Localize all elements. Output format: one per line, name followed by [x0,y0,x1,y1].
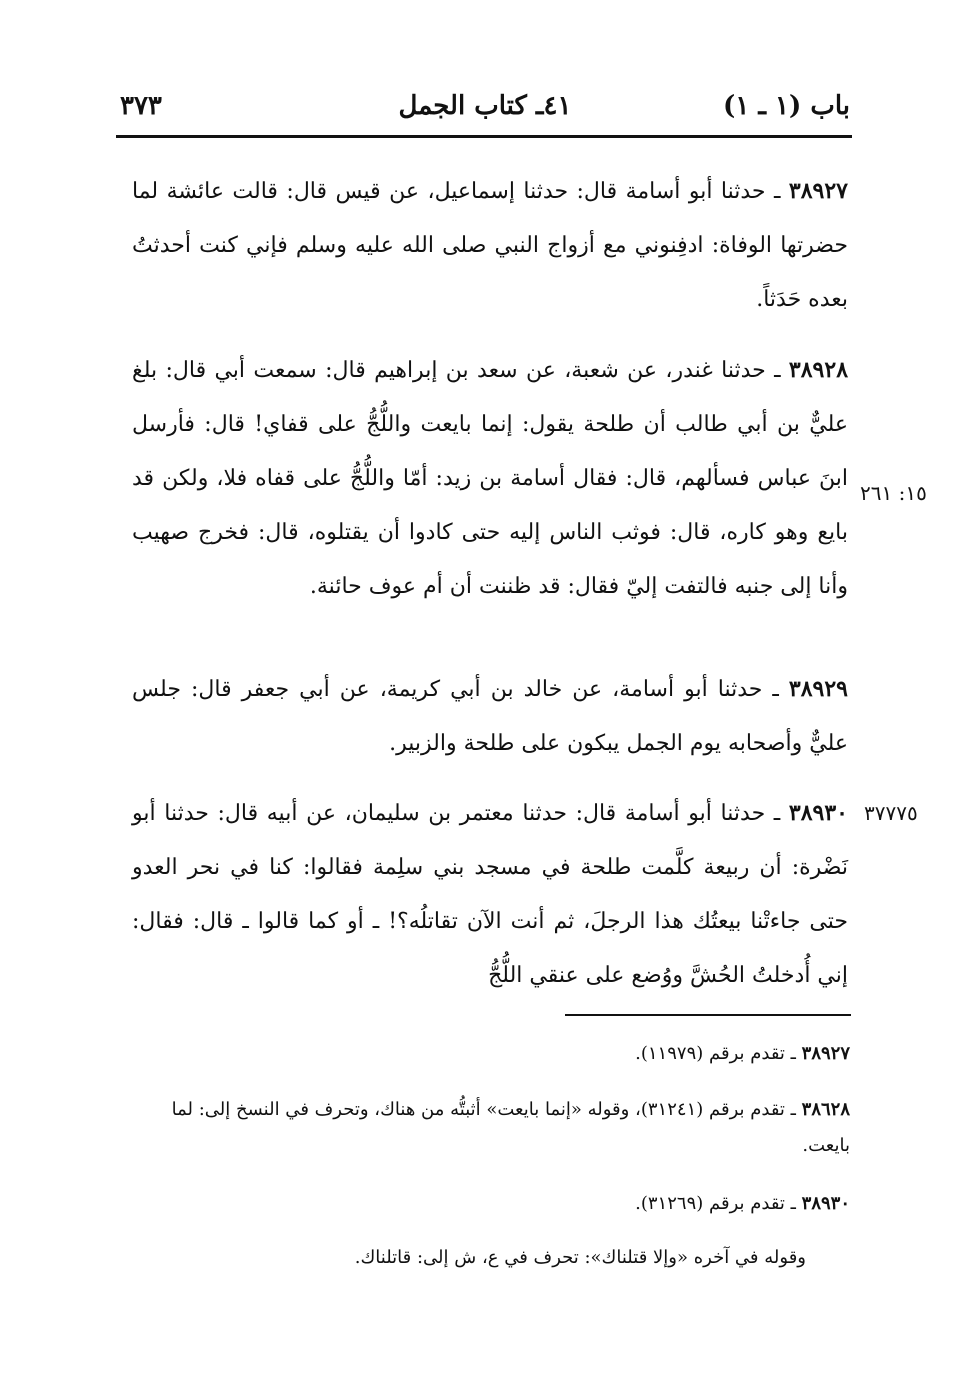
page-header [120,86,850,130]
footnote-text: ـ تقدم برقم (٣١٢٦٩). [635,1193,802,1214]
footnote-number: ٣٨٩٢٧ [801,1043,850,1064]
hadith-number: ٣٨٩٢٧ [788,178,848,204]
hadith-entry-38930 [132,786,848,1003]
footnote-rule [565,1014,851,1016]
footnote-text: وقوله في آخره «وإلا قتلناك»: تحرف في ع، ش إلى: قاتلناك. [354,1247,806,1268]
page-number: ٣٧٣ [120,91,162,121]
hadith-text: ـ حدثنا أبو أسامة، عن خالد بن أبي كريمة، عن أبي جعفر قال: جلس عليٌّ وأصحابه يوم الجمل يبكون على طلحة والزبير. [132,677,848,756]
hadith-entry-38927 [132,164,848,327]
hadith-text: ـ حدثنا أبو أسامة قال: حدثنا إسماعيل، عن قيس قال: قالت عائشة لما حضرتها الوفاة: ادفِنوني مع أزواج النبي صلى الله عليه وسلم فإني كنت أحدثتُ بعده حَدَثاً. [132,179,848,312]
footnote [136,1092,850,1164]
footnote-number: ٣٨٦٢٨ [801,1099,850,1120]
footnote-text: ـ تقدم برقم (٣١٢٤١)، وقوله «إنما بايعت» أثبتُّه من هناك، وتحرف في النسخ إلى: لما بايعت. [171,1099,850,1156]
header-rule [116,135,852,138]
footnote [136,1036,850,1072]
margin-reference: ١٥: ٢٦١ [860,481,927,505]
book-title: ٤١ـ كتاب الجمل [398,91,572,121]
hadith-text: ـ حدثنا أبو أسامة قال: حدثنا معتمر بن سليمان، عن أبيه قال: حدثنا أبو نَضْرة: أن ربيعة كلَّمت طلحة في مسجد بني سلِمة فقالوا: كنا في نحر العدو حتى جاءتْنا بيعتُك هذا الرجلَ، ثم أنت الآن تقاتلُه؟! ـ أو كما قالوا ـ قال: فقال: إني أُدخلتُ الحُشَّ ووُضع على عنقي اللُّجُّ [132,801,848,988]
margin-reference: ٣٧٧٧٥ [864,801,918,825]
hadith-number: ٣٨٩٢٩ [788,676,848,702]
footnote-text: ـ تقدم برقم (١١٩٧٩). [635,1043,802,1064]
hadith-text: ـ حدثنا غندر، عن شعبة، عن سعد بن إبراهيم قال: سمعت أبي قال: بلغ عليٌّ بن أبي طالب أن طلحة يقول: إنما بايعت واللُّجُّ على قفاي! قال: فأرسل ابنَ عباس فسألهم، قال: فقال أسامة بن زيد: أمّا واللُّجُّ على قفاه فلا، ولكن قد بايع وهو كاره، قال: فوثب الناس إليه حتى كادوا أن يقتلوه، قال: فخرج صهيب وأنا إلى جنبه فالتفت إليّ فقال: قد ظننت أن أم عوف حائنة. [132,358,848,599]
hadith-entry-38928 [132,343,848,614]
hadith-entry-38929 [132,662,848,771]
footnote-number: ٣٨٩٣٠ [801,1193,850,1214]
footnote [136,1186,850,1222]
chapter-heading: باب (١ ـ ١) [723,91,850,121]
hadith-number: ٣٨٩٣٠ [788,800,848,826]
hadith-number: ٣٨٩٢٨ [788,357,849,383]
footnote [136,1240,850,1276]
